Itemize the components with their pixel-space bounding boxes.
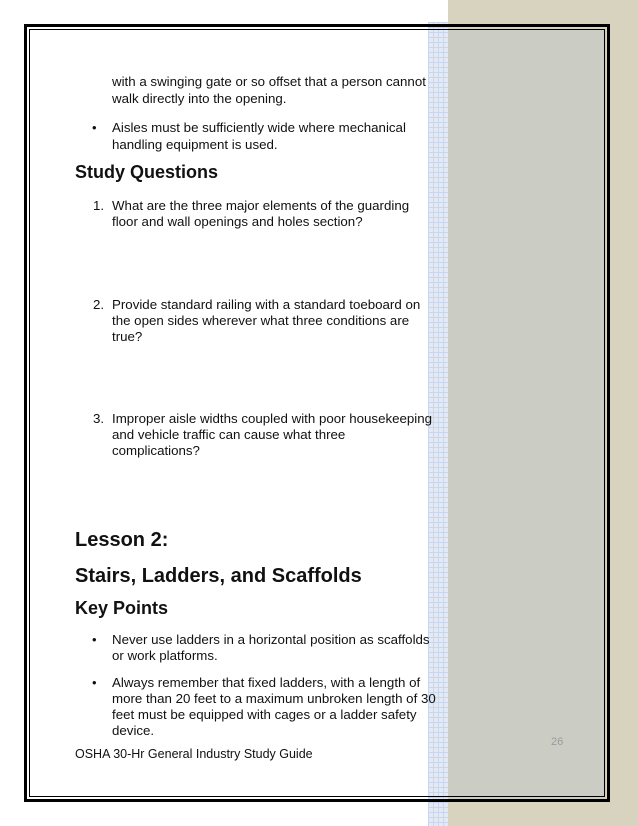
key-point-2-line-3: feet must be equipped with cages or a ladder safety bbox=[112, 707, 417, 722]
bullet-marker: • bbox=[92, 632, 97, 647]
question-number: 3. bbox=[93, 411, 105, 426]
question-number: 1. bbox=[93, 198, 105, 213]
question-1-line-2: floor and wall openings and holes section? bbox=[112, 214, 363, 229]
bullet-text-line-2: handling equipment is used. bbox=[112, 137, 278, 152]
lesson-label: Lesson 2: bbox=[75, 529, 169, 551]
study-questions-heading: Study Questions bbox=[75, 162, 219, 182]
question-3-line-3: complications? bbox=[112, 443, 200, 458]
bullet-text-line-1: Aisles must be sufficiently wide where mechanical bbox=[112, 120, 406, 135]
key-point-2-line-4: device. bbox=[112, 723, 155, 738]
continuation-line-1: with a swinging gate or so offset that a person cannot bbox=[112, 74, 426, 89]
continuation-line-2: walk directly into the opening. bbox=[112, 91, 287, 106]
bullet-marker: • bbox=[92, 120, 97, 135]
question-2-line-1: Provide standard railing with a standard toeboard on bbox=[112, 297, 421, 312]
key-point-1-line-2: or work platforms. bbox=[112, 648, 218, 663]
key-points-heading: Key Points bbox=[75, 598, 169, 618]
question-3-line-1: Improper aisle widths coupled with poor housekeeping bbox=[112, 411, 433, 426]
question-3-line-2: and vehicle traffic can cause what three bbox=[112, 427, 346, 442]
question-2-line-2: the open sides wherever what three conditions are bbox=[112, 313, 410, 328]
question-1-line-1: What are the three major elements of the guarding bbox=[112, 198, 410, 213]
question-2-line-3: true? bbox=[112, 329, 143, 344]
key-point-2-line-1: Always remember that fixed ladders, with a length of bbox=[112, 675, 421, 690]
footer-text: OSHA 30-Hr General Industry Study Guide bbox=[75, 747, 313, 761]
lesson-title: Stairs, Ladders, and Scaffolds bbox=[75, 565, 362, 587]
page-number: 26 bbox=[551, 736, 564, 748]
key-point-2-line-2: more than 20 feet to a maximum unbroken length of 30 bbox=[112, 691, 436, 706]
bullet-marker: • bbox=[92, 675, 97, 690]
question-number: 2. bbox=[93, 297, 105, 312]
key-point-1-line-1: Never use ladders in a horizontal position as scaffolds bbox=[112, 632, 430, 647]
